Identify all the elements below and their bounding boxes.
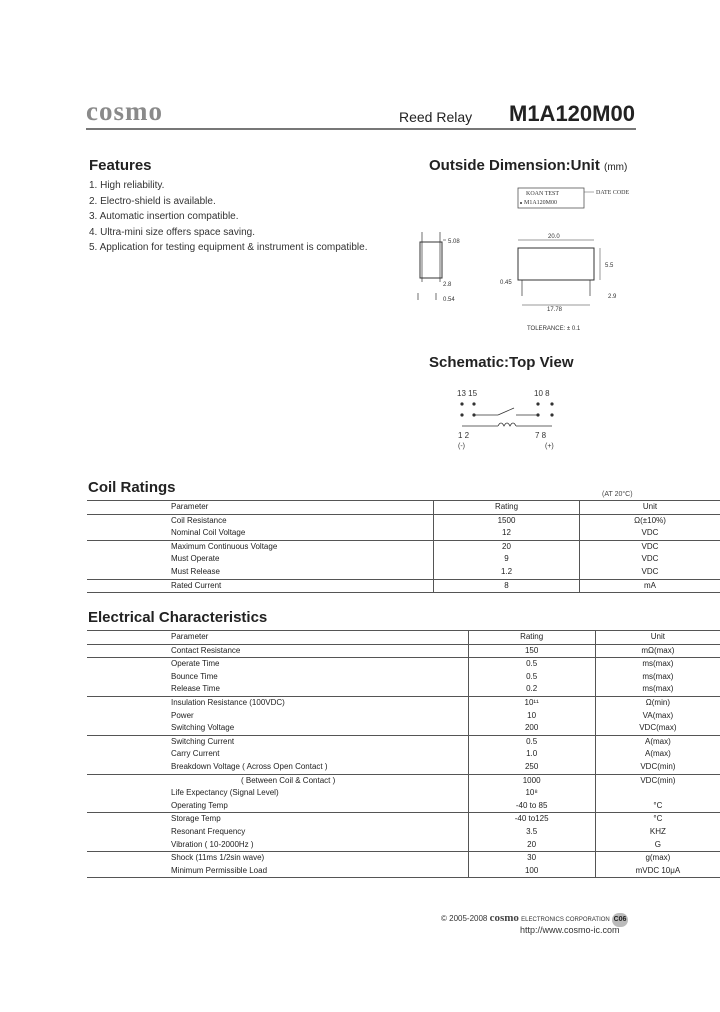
coil-ratings-condition: (AT 20°C) [602,491,633,498]
column-header-unit: Unit [580,501,720,515]
front-lead-label: 0.54 [443,297,455,303]
pin1-dot [520,202,522,204]
table-row [87,658,720,671]
cell-parameter: Maximum Continuous Voltage [87,540,434,553]
cell-parameter: Operate Time [87,658,468,671]
electrical-table [87,630,720,878]
column-header-unit: Unit [595,631,720,645]
cell-unit: ms(max) [642,684,674,694]
cell-parameter: Vibration ( 10-2000Hz ) [171,839,254,849]
page-number-badge: C06 [612,913,628,927]
cell-parameter: Coil Resistance [87,514,434,527]
feature-item: 3. Automatic insertion compatible. [89,211,239,222]
pin-dot [472,402,475,405]
footer-url[interactable]: http://www.cosmo-ic.com [520,925,620,935]
column-header-parameter: Parameter [87,631,468,645]
feature-item: 1. High reliability. [89,180,165,191]
cell-unit: VDC [641,554,659,564]
cell-parameter: Rated Current [87,579,434,593]
feature-item: 2. Electro-shield is available. [89,195,216,207]
cell-rating: 0.5 [468,735,595,748]
electrical-heading: Electrical Characteristics [88,609,268,626]
cell-parameter: Bounce Time [171,671,218,681]
side-lead-length-label: 2.9 [608,294,617,300]
part-number: M1A120M00 [509,101,635,126]
table-row [87,865,720,878]
table-row [87,579,720,593]
table-row [87,852,720,865]
cell-unit: KHZ [649,826,666,836]
cell-unit: VDC(min) [595,774,720,787]
cell-parameter: Insulation Resistance (100VDC) [87,696,468,709]
cell-parameter: Must Operate [171,554,220,564]
coil-symbol [498,423,516,426]
cell-rating: 0.2 [468,683,595,696]
cell-unit: ms(max) [595,658,720,671]
cell-unit: g(max) [595,852,720,865]
pin-dot [460,402,463,405]
polarity-negative: (-) [458,443,465,450]
cell-unit: mVDC 10μA [635,865,681,875]
cell-parameter: Switching Voltage [171,723,235,733]
cell-rating: 1000 [468,774,595,787]
features-list [89,178,367,256]
schematic-diagram [448,384,578,454]
cell-parameter: ( Between Coil & Contact ) [87,774,468,787]
coil-ratings-heading: Coil Ratings [88,479,176,496]
table-row [87,671,720,684]
cell-unit: °C [595,813,720,826]
header-divider [86,128,636,130]
table-row [87,839,720,852]
table-row [87,540,720,553]
column-header-rating: Rating [434,501,580,515]
cell-parameter: Switching Current [87,735,468,748]
dimension-title: Outside Dimension:Unit [429,157,600,174]
cell-unit: mA [580,579,720,593]
copyright-text: © 2005-2008 [441,914,488,923]
cell-rating: 10¹¹ [468,696,595,709]
table-row [87,683,720,696]
cell-unit: VA(max) [642,710,674,720]
cell-parameter: Power [171,710,194,720]
pin-label-top-left: 13 15 [457,389,478,398]
cell-parameter: Resonant Frequency [171,826,246,836]
cell-unit: °C [653,800,663,810]
side-lead-label: 0.45 [500,280,512,286]
table-row [87,514,720,527]
marking-line1: KOAN TEST [526,191,560,197]
front-view-body [420,242,442,278]
cell-rating: -40 to 85 [468,800,595,813]
table-row [87,696,720,709]
cell-unit: VDC(min) [640,761,676,771]
cell-parameter: Minimum Permissible Load [171,865,268,875]
cell-parameter: Must Release [171,566,220,576]
table-row [87,761,720,774]
pin-dot [550,413,553,416]
cell-rating: 3.5 [468,826,595,839]
date-code-label: DATE CODE [596,190,630,196]
cell-parameter: Shock (11ms 1/2sin wave) [87,852,468,865]
table-row [87,800,720,813]
cell-parameter: Release Time [171,684,220,694]
cell-parameter: Life Expectancy (Signal Level) [171,788,279,798]
pin-dot [550,402,553,405]
table-row [87,735,720,748]
side-view-body [518,248,594,280]
cell-unit: mΩ(max) [595,644,720,658]
cell-unit: VDC(max) [639,723,677,733]
cell-rating: 100 [468,865,595,878]
pin-dot [460,413,463,416]
table-row [87,710,720,723]
cell-unit: A(max) [595,735,720,748]
cell-rating: 12 [434,527,580,540]
column-header-parameter: Parameter [87,501,434,515]
cell-rating: 0.5 [468,658,595,671]
cell-rating: 10⁸ [468,787,595,800]
side-height-label: 5.5 [605,263,614,269]
table-row [87,553,720,566]
dimension-unit: (mm) [604,162,628,173]
table-row [87,748,720,761]
pin-label-top-right: 10 8 [534,389,550,398]
table-header-row [87,631,720,645]
cell-rating: 8 [434,579,580,593]
cell-rating: 1.2 [434,566,580,579]
side-pitch-label: 17.78 [547,307,563,313]
polarity-positive: (+) [545,443,554,450]
cell-parameter: Carry Current [171,749,220,759]
pin-label-bottom-left: 1 2 [458,431,470,440]
table-row [87,644,720,658]
cell-unit: Ω(min) [595,696,720,709]
table-row [87,527,720,540]
pin-dot [536,402,539,405]
column-header-rating: Rating [468,631,595,645]
marking-line2: M1A120M00 [524,200,558,206]
cell-rating: 1500 [434,514,580,527]
cell-rating: 0.5 [468,671,595,684]
table-row [87,826,720,839]
cell-parameter: Breakdown Voltage ( Across Open Contact ) [171,761,328,771]
feature-item: 5. Application for testing equipment & instrument is compatible. [89,242,368,253]
cell-unit [595,787,720,800]
pin-label-bottom-right: 7 8 [535,431,547,440]
front-height-label: 5.08 [448,239,460,245]
table-row [87,813,720,826]
cell-rating: 1.0 [468,748,595,761]
cell-unit: VDC [641,566,659,576]
brand-logo: cosmo [86,96,163,126]
footer-brand: cosmo [489,912,519,924]
cell-rating: 250 [468,761,595,774]
coil-ratings-table [87,500,720,593]
features-heading: Features [89,157,152,174]
cell-rating: 150 [468,644,595,658]
cell-unit: VDC [580,540,720,553]
cell-parameter: Contact Resistance [87,644,468,658]
dimension-heading [429,157,627,174]
document-subtitle: Reed Relay [399,109,473,125]
cell-unit: G [654,839,661,849]
table-row [87,787,720,800]
company-name: ELECTRONICS CORPORATION [521,917,610,923]
cell-parameter: Operating Temp [171,800,228,810]
cell-rating: 20 [434,540,580,553]
cell-rating: 200 [468,722,595,735]
reed-contact-switch [498,408,514,415]
table-row [87,722,720,735]
cell-unit: Ω(±10%) [580,514,720,527]
cell-rating: 10 [468,710,595,723]
dimension-drawing [400,180,640,340]
cell-parameter: Nominal Coil Voltage [171,528,246,538]
cell-unit: A(max) [644,749,671,759]
side-length-label: 20.0 [548,234,560,240]
schematic-heading: Schematic:Top View [429,354,574,371]
table-row [87,566,720,579]
front-pitch-label: 2.8 [443,282,452,288]
cell-rating: -40 to125 [468,813,595,826]
cell-rating: 9 [434,553,580,566]
table-row [87,774,720,787]
cell-rating: 30 [468,852,595,865]
feature-item: 4. Ultra-mini size offers space saving. [89,226,255,238]
cell-unit: VDC [641,528,659,538]
tolerance-label: TOLERANCE: ± 0.1 [527,326,581,332]
table-header-row [87,501,720,515]
cell-rating: 20 [468,839,595,852]
cell-parameter: Storage Temp [87,813,468,826]
cell-unit: ms(max) [642,671,674,681]
